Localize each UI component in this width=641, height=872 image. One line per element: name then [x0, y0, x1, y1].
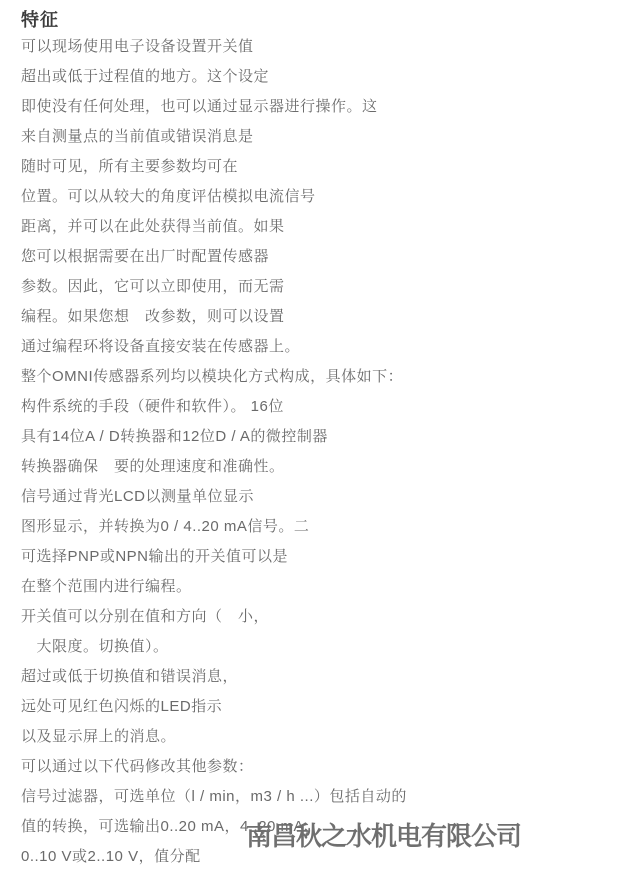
text-line: 即使没有任何处理，也可以通过显示器进行操作。这	[21, 98, 378, 115]
feature-document	[21, 10, 641, 872]
text-line: 编程。如果您想 改参数，则可以设置	[21, 308, 285, 325]
text-line: 整个OMNI传感器系列均以模块化方式构成，具体如下：	[21, 368, 404, 385]
text-line: 开关值可以分别在值和方向（ 小，	[21, 608, 270, 625]
text-line: 信号通过背光LCD以测量单位显示	[21, 488, 255, 505]
text-line: 在整个范围内进行编程。	[21, 578, 192, 595]
text-line: 以及显示屏上的消息。	[21, 728, 177, 745]
text-line: 0..10 V或2..10 V，值分配	[21, 848, 201, 865]
text-line: 可以通过以下代码修改其他参数：	[21, 758, 254, 775]
text-line: 信号过滤器，可选单位（l / min，m3 / h ...）包括自动的	[21, 788, 407, 805]
text-line: 您可以根据需要在出厂时配置传感器	[21, 248, 270, 265]
text-line: 随时可见，所有主要参数均可在	[21, 158, 239, 175]
page-title: 特征	[21, 10, 59, 30]
text-line: 远处可见红色闪烁的LED指示	[21, 698, 223, 715]
text-line: 构件系统的手段（硬件和软件）。 16位	[21, 398, 284, 415]
text-line: 超过或低于切换值和错误消息，	[21, 668, 239, 685]
text-line: 通过编程环将设备直接安装在传感器上。	[21, 338, 301, 355]
text-line: 距离，并可以在此处获得当前值。如果	[21, 218, 285, 235]
text-line: 参数。因此，它可以立即使用，而无需	[21, 278, 285, 295]
text-line: 来自测量点的当前值或错误消息是	[21, 128, 254, 145]
text-line: 可选择PNP或NPN输出的开关值可以是	[21, 548, 289, 565]
text-line: 具有14位A / D转换器和12位D / A的微控制器	[21, 428, 328, 445]
text-line: 可以现场使用电子设备设置开关值	[21, 38, 254, 55]
text-line: 值的转换，可选输出0..20 mA，4..20 mA，	[21, 818, 320, 835]
text-line: 大限度。切换值）。	[21, 638, 169, 655]
text-line: 图形显示，并转换为0 / 4..20 mA信号。二	[21, 518, 310, 535]
company-watermark: 南昌秋之水机电有限公司	[246, 821, 522, 851]
text-line: 转换器确保 要的处理速度和准确性。	[21, 458, 285, 475]
text-line: 位置。可以从较大的角度评估模拟电流信号	[21, 188, 316, 205]
text-line: 超出或低于过程值的地方。这个设定	[21, 68, 270, 85]
